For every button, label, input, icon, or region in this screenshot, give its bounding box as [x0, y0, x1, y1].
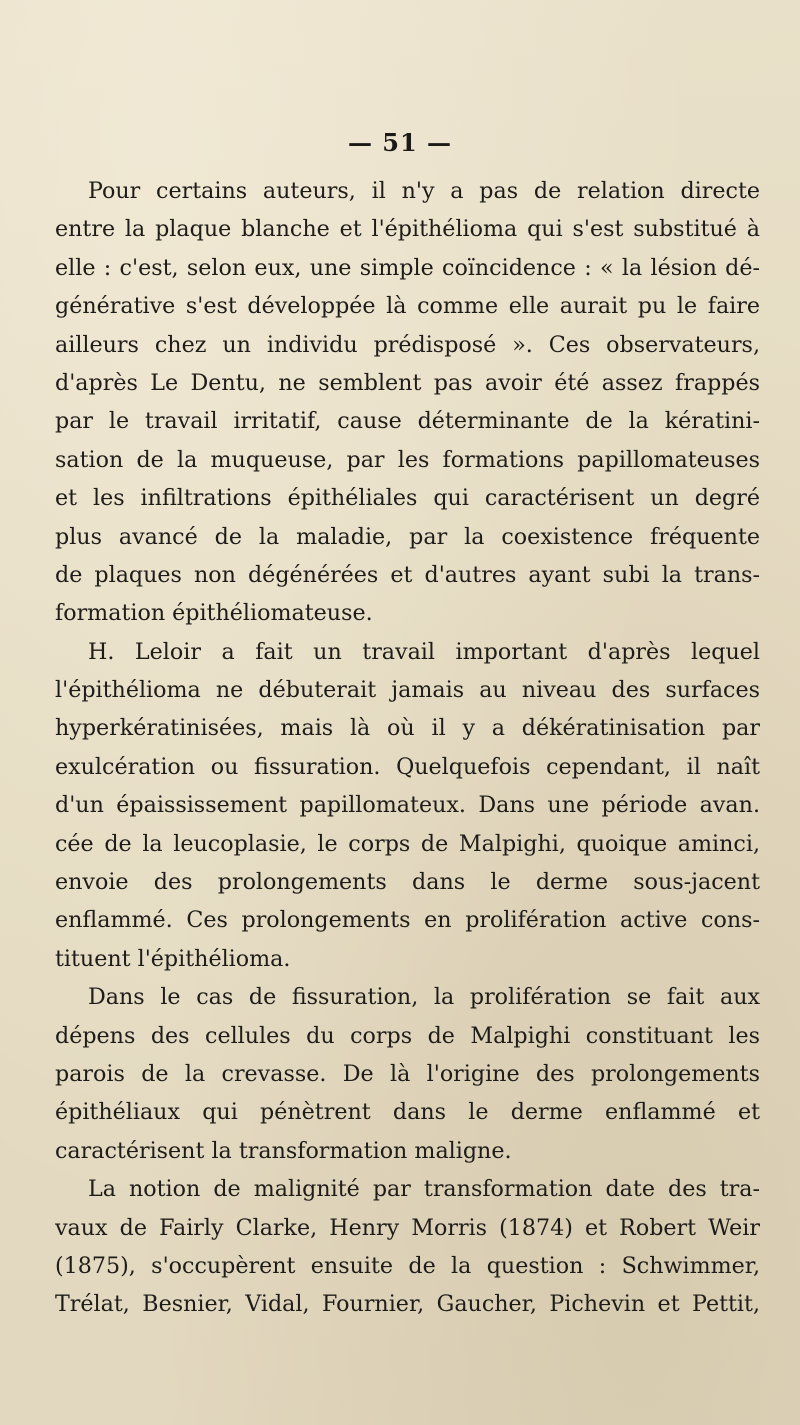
text-line: La notion de malignité par transformation date des tra- [88, 1176, 760, 1203]
text-line: formation épithéliomateuse. [55, 600, 373, 627]
text-line: elle : c'est, selon eux, une simple coïncidence : « la lésion dé- [55, 254, 760, 281]
text-line: parois de la crevasse. De là l'origine des prolongements [55, 1060, 760, 1087]
text-line: plus avancé de la maladie, par la coexistence fréquente [55, 523, 760, 550]
text-line: Pour certains auteurs, il n'y a pas de relation directe [88, 178, 760, 204]
text-line: générative s'est développée là comme elle aurait pu le faire [55, 293, 760, 320]
text-line: tituent l'épithélioma. [55, 945, 291, 972]
text-line: et les infiltrations épithéliales qui caractérisent un degré [55, 485, 760, 512]
text-line: enflammé. Ces prolongements en prolifération active cons- [55, 907, 760, 934]
text-line: vaux de Fairly Clarke, Henry Morris (1874) et Robert Weir [55, 1214, 760, 1241]
page-number: — 51 — [347, 128, 453, 157]
text-line: (1875), s'occupèrent ensuite de la question : Schwimmer, [55, 1252, 760, 1279]
body-text [55, 172, 760, 1324]
text-line: ailleurs chez un individu prédisposé ». Ces observateurs, [55, 331, 760, 358]
text-line: d'après Le Dentu, ne semblent pas avoir été assez frappés [55, 369, 760, 396]
text-line: envoie des prolongements dans le derme sous-jacent [55, 869, 760, 896]
text-line: épithéliaux qui pénètrent dans le derme enflammé et [55, 1099, 760, 1126]
text-line: hyperkératinisées, mais là où il y a dékératinisation par [55, 715, 760, 742]
text-line: l'épithélioma ne débuterait jamais au niveau des surfaces [55, 677, 760, 704]
text-line: exulcération ou fissuration. Quelquefois cependant, il naît [55, 753, 760, 780]
text-line: Dans le cas de fissuration, la prolifération se fait aux [88, 984, 760, 1011]
text-line: sation de la muqueuse, par les formations papillomateuses [55, 446, 760, 473]
text-line: de plaques non dégénérées et d'autres ayant subi la trans- [55, 561, 760, 588]
text-line: entre la plaque blanche et l'épithélioma qui s'est substitué à [55, 216, 760, 243]
text-line: dépens des cellules du corps de Malpighi constituant les [55, 1022, 760, 1049]
text-line: H. Leloir a fait un travail important d'après lequel [88, 638, 760, 665]
text-line: par le travail irritatif, cause déterminante de la kératini- [55, 408, 760, 435]
text-line: cée de la leucoplasie, le corps de Malpighi, quoique aminci, [55, 830, 760, 857]
text-line: Trélat, Besnier, Vidal, Fournier, Gaucher, Pichevin et Pettit, [55, 1291, 760, 1318]
text-line: caractérisent la transformation maligne. [55, 1137, 512, 1164]
text-line: d'un épaississement papillomateux. Dans une période avan. [55, 792, 760, 819]
